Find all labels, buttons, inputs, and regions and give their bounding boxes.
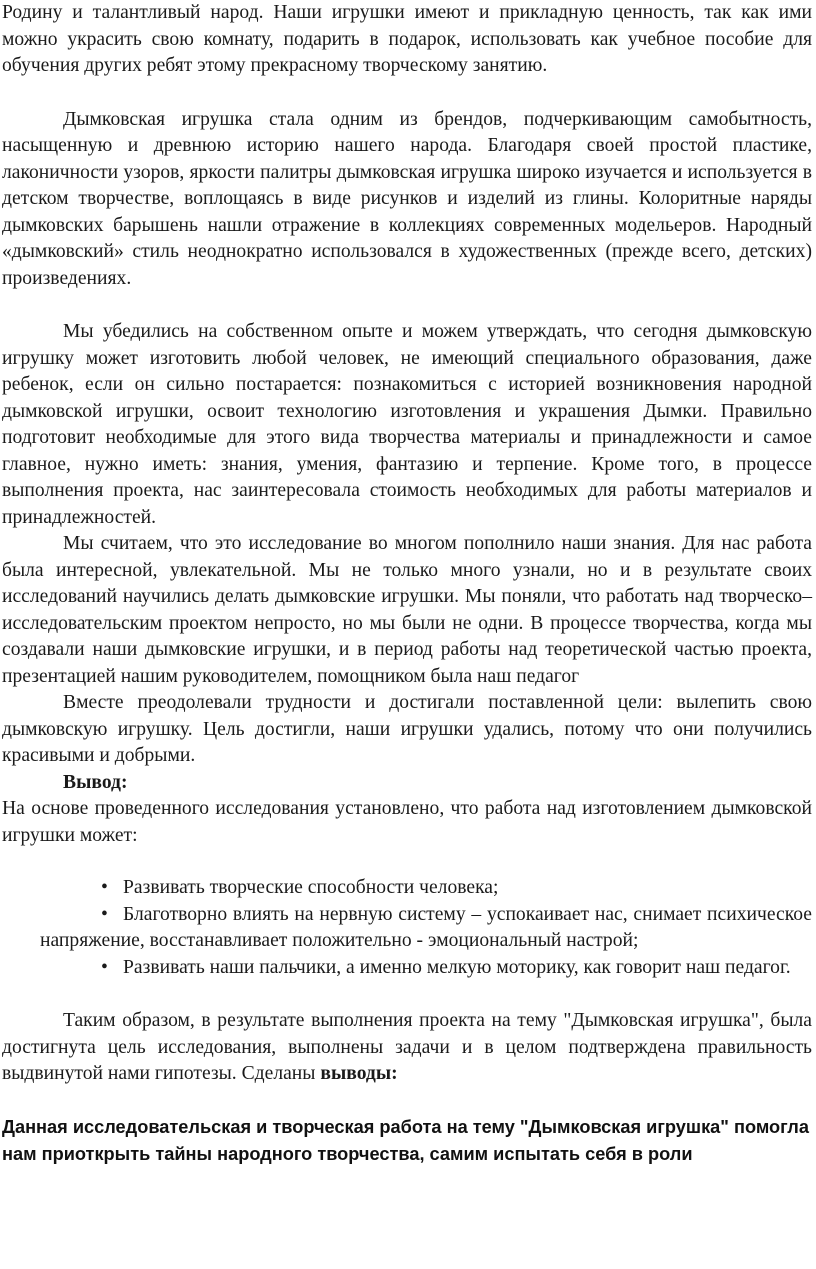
paragraph-conclusion-intro: На основе проведенного исследования установлено, что работа над изготовлением дымковской игрушки может:	[2, 798, 812, 846]
summary-bold-conclusions: выводы:	[320, 1063, 398, 1084]
bullet-glyph: •	[101, 877, 108, 898]
conclusion-list	[2, 875, 812, 981]
list-item	[2, 955, 812, 982]
conclusion-heading: Вывод:	[63, 771, 128, 793]
paragraph-intro-continued: Родину и талантливый народ. Наши игрушки имеют и прикладную ценность, так как ими можно украсить свою комнату, подарить в подарок, использовать как учебное пособие для обучения других ребят этому прекрасному творческому занятию.	[2, 2, 812, 76]
paragraph-final-bold: Данная исследовательская и творческая работа на тему "Дымковская игрушка" помогла нам приоткрыть тайны народного творчества, самим испытать себя в роли	[2, 1116, 809, 1164]
list-item	[2, 902, 812, 955]
paragraph-summary	[2, 1008, 812, 1088]
list-item-text: Развивать творческие способности человека;	[123, 877, 499, 898]
list-item-text: Благотворно влиять на нервную систему – успокаивает нас, снимает психическое напряжение, восстанавливает положительно - эмоциональный настрой;	[40, 903, 812, 951]
paragraph-own-experience: Мы убедились на собственном опыте и можем утверждать, что сегодня дымковскую игрушку может изготовить любой человек, не имеющий специального образования, даже ребенок, если он сильно постарается: познакомиться с историей возникновения народной дымковской игрушки, освоит технологию изготовления и украшения Дымки. Правильно подготовит необходимые для этого вида творчества материалы и принадлежности и самое главное, нужно иметь: знания, умения, фантазию и терпение. Кроме того, в процессе выполнения проекта, нас заинтересовала стоимость необходимых для работы материалов и принадлежностей.	[2, 321, 812, 528]
paragraph-dymkovo-brand: Дымковская игрушка стала одним из брендов, подчеркивающим самобытность, насыщенную и древнюю историю нашего народа. Благодаря своей простой пластике, лаконичности узоров, яркости палитры дымковская игрушка широко изучается и используется в детском творчестве, воплощаясь в виде рисунков и изделий из глины. Колоритные наряды дымковских барышень нашли отражение в коллекциях современных модельеров. Народный «дымковский» стиль неоднократно использовался в художественных (прежде всего, детских) произведениях.	[2, 108, 812, 289]
bullet-glyph: •	[101, 903, 108, 925]
paragraph-research-value: Мы считаем, что это исследование во многом пополнило наши знания. Для нас работа была интересной, увлекательной. Мы не только много узнали, но и в результате своих исследований научились делать дымковские игрушки. Мы поняли, что работать над творческо–исследовательским проектом непросто, но мы были не одни. В процессе творчества, когда мы создавали наши дымковские игрушки, и в период работы над теоретической частью проекта, презентацией нашим руководителем, помощником была наш педагог	[2, 533, 812, 687]
summary-text: Таким образом, в результате выполнения проекта на тему "Дымковская игрушка", была достигнута цель исследования, выполнены задачи и в целом подтверждена правильность выдвинутой нами гипотезы. Сделаны	[2, 1010, 812, 1084]
paragraph-goal-achieved: Вместе преодолевали трудности и достигали поставленной цели: вылепить свою дымковскую игрушку. Цель достигли, наши игрушки удались, потому что они получились красивыми и добрыми.	[2, 692, 812, 766]
list-item-text: Развивать наши пальчики, а именно мелкую моторику, как говорит наш педагог.	[123, 956, 791, 978]
bullet-glyph: •	[101, 956, 108, 978]
list-item	[2, 875, 812, 902]
